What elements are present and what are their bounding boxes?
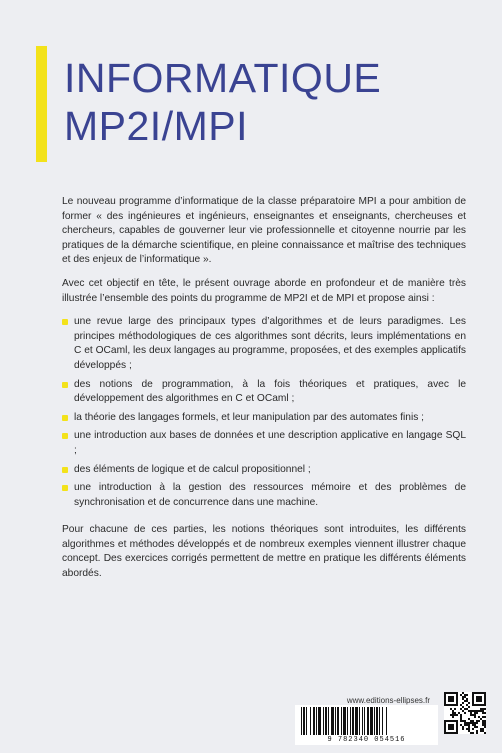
isbn-number: 9 782340 054516 [327, 736, 406, 744]
lead-paragraph: Avec cet objectif en tête, le présent ouvrage aborde en profondeur et de manière très illustrée l’ensemble des points du programme de MP2I et de MPI et propose ainsi : [62, 277, 466, 304]
conclusion-paragraph: Pour chacune de ces parties, les notions théoriques sont introduites, les différents algorithmes et méthodes développés et de nombreux exemples viennent illustrer chaque concept. Des exercices corrigés permettent de mettre en pratique les différents éléments abordés. [62, 524, 466, 580]
accent-bar [36, 46, 47, 162]
title-line-2: MP2I/MPI [64, 103, 248, 149]
barcode-icon [299, 707, 434, 735]
bullet-square-icon [62, 485, 68, 491]
isbn-barcode [295, 705, 438, 745]
list-item [62, 481, 466, 510]
publisher-website: www.editions-ellipses.fr [346, 696, 430, 705]
list-item [62, 315, 466, 373]
list-item [62, 411, 466, 426]
bullet-square-icon [62, 415, 68, 421]
list-item [62, 429, 466, 458]
points-list [62, 315, 466, 510]
list-item-text: une introduction aux bases de données et une description applicative en langage SQL ; [74, 430, 466, 456]
list-item-text: une introduction à la gestion des ressources mémoire et des problèmes de synchronisation et de concurrence dans une machine. [74, 482, 466, 508]
book-title [64, 54, 381, 150]
qr-code-icon [444, 692, 486, 734]
bullet-square-icon [62, 382, 68, 388]
bullet-square-icon [62, 433, 68, 439]
list-item-text: une revue large des principaux types d’algorithmes et de leurs paradigmes. Les principes méthodologiques de ces algorithmes sont décrits, leurs implémentations en C et OCaml, les deux langages au programme, proposées, et des exemples applicatifs développés ; [74, 316, 466, 371]
bullet-square-icon [62, 467, 68, 473]
list-item-text: des éléments de logique et de calcul propositionnel ; [74, 463, 311, 475]
list-item-text: des notions de programmation, à la fois théoriques et pratiques, avec le développement des algorithmes en C et OCaml ; [74, 378, 466, 405]
list-item [62, 378, 466, 407]
bullet-square-icon [62, 319, 68, 325]
list-item-text: la théorie des langages formels, et leur manipulation par des automates finis ; [74, 411, 424, 423]
intro-paragraph: Le nouveau programme d’informatique de la classe préparatoire MPI a pour ambition de former « des ingénieures et ingénieurs, enseignantes et enseignants, chercheuses et chercheurs, capables de gouverner leur vie professionnelle et citoyenne nourrie par les pratiques de la démarche scientifique, en pleine connaissance et maîtrise des techniques et des enjeux de l’informatique ». [62, 196, 466, 266]
back-cover-text [62, 195, 466, 591]
list-item [62, 463, 466, 478]
title-line-1: INFORMATIQUE [64, 55, 382, 101]
